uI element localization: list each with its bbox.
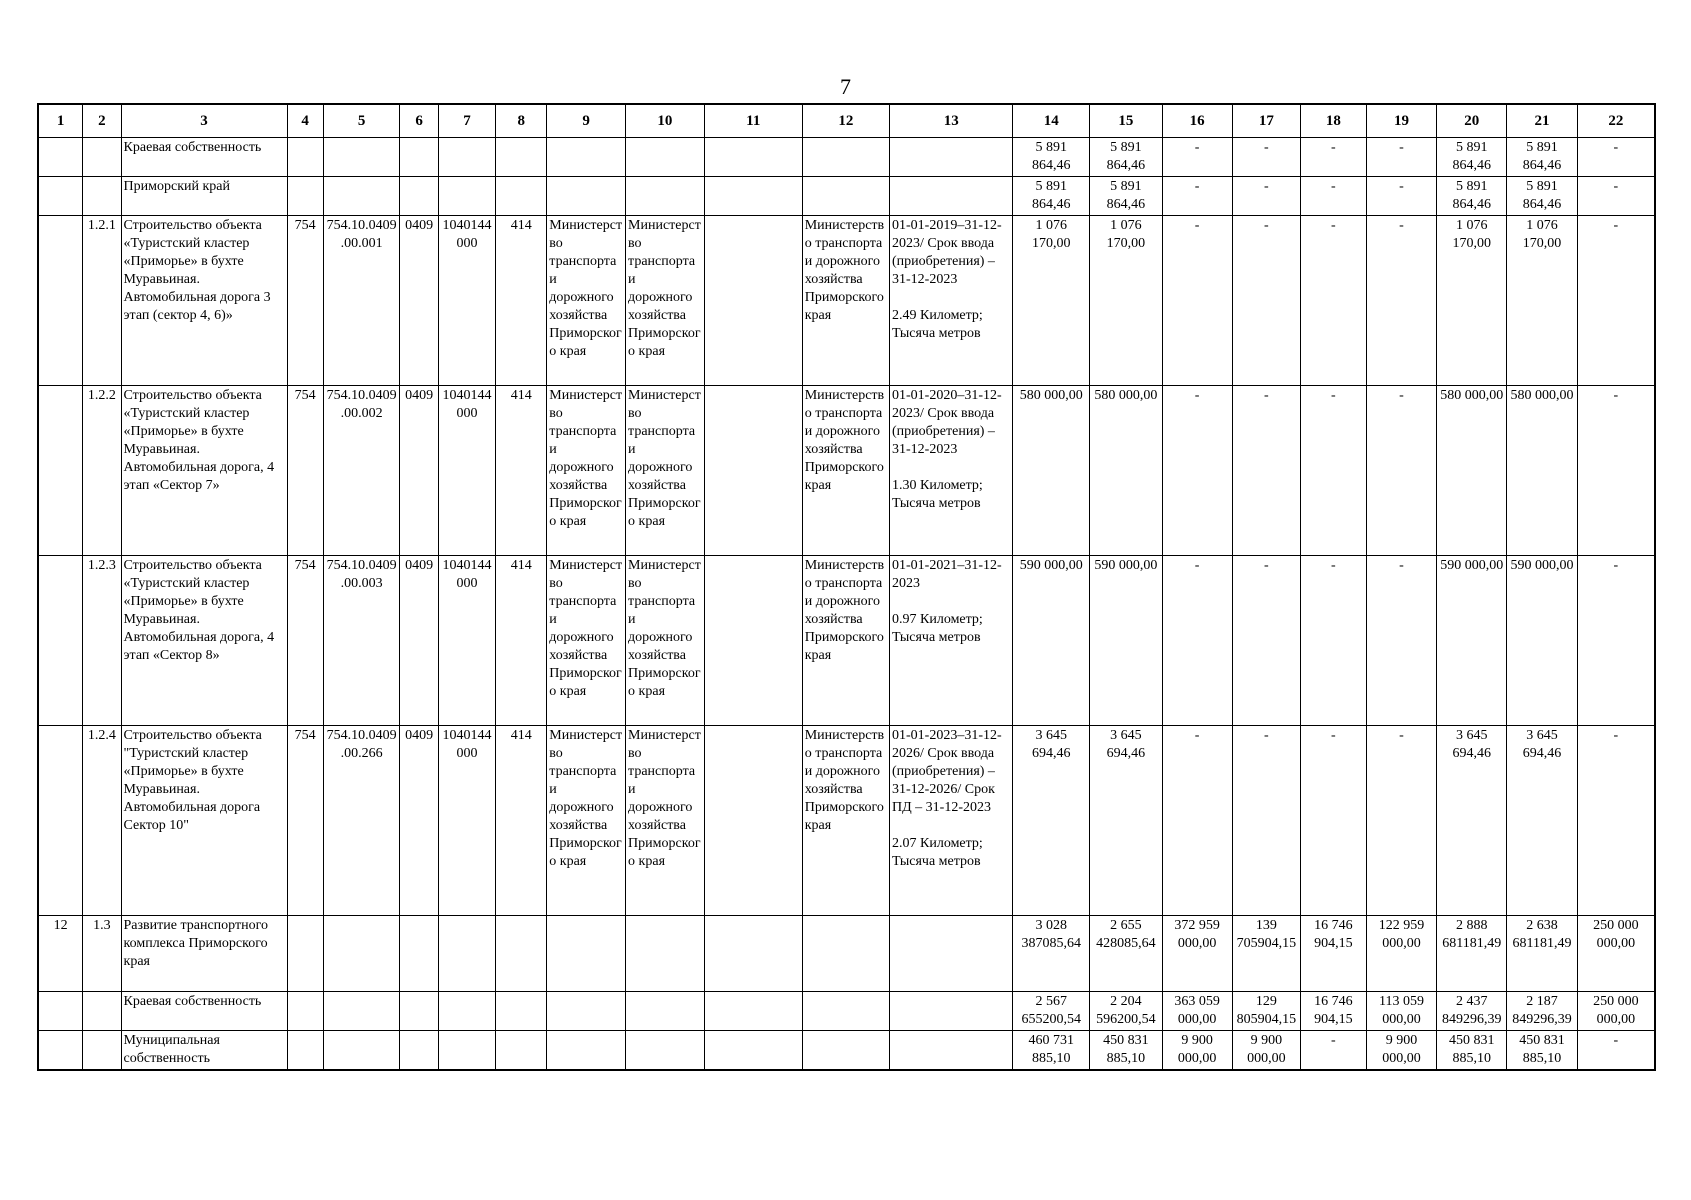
cell-amount: 590 000,00 [1090,556,1162,726]
cell: 414 [496,556,547,726]
cell-name: Строительство объекта «Туристский кластер «Приморье» в бухте Муравьиная. Автомобильная дорога, 4 этап «Сектор 8» [121,556,287,726]
cell [704,138,802,177]
cell [890,916,1013,992]
cell: 754.10.0409.00.002 [323,386,400,556]
cell [802,177,889,216]
cell-amount: 16 746 904,15 [1300,916,1366,992]
cell [890,992,1013,1031]
col-header: 14 [1013,104,1090,138]
cell [547,138,626,177]
cell [890,1031,1013,1071]
cell [626,916,705,992]
cell-amount: - [1232,216,1300,386]
cell: 754.10.0409.00.001 [323,216,400,386]
cell-num [38,216,83,386]
cell [400,916,438,992]
budget-table [37,103,1656,1071]
cell [323,177,400,216]
cell-amount: 1 076 170,00 [1507,216,1577,386]
cell [890,177,1013,216]
cell: 754 [287,216,323,386]
cell-amount: 580 000,00 [1437,386,1507,556]
cell [438,138,495,177]
cell-amount: 139 705904,15 [1232,916,1300,992]
cell [400,177,438,216]
capacity-text: 1.30 Километр; Тысяча метров [892,478,983,511]
cell-amount: 250 000 000,00 [1577,992,1655,1031]
table-row [38,177,1655,216]
cell-amount: 2 187 849296,39 [1507,992,1577,1031]
cell: 1040144000 [438,386,495,556]
cell [496,1031,547,1071]
cell-amount: 590 000,00 [1437,556,1507,726]
cell-amount: 9 900 000,00 [1366,1031,1436,1071]
col-header: 9 [547,104,626,138]
cell [323,992,400,1031]
cell-amount: - [1366,216,1436,386]
col-header: 2 [83,104,121,138]
cell-amount: - [1232,386,1300,556]
col-header: 22 [1577,104,1655,138]
cell-org: Министерство транспорта и дорожного хозяйства Приморского края [626,556,705,726]
cell: 414 [496,386,547,556]
cell [438,1031,495,1071]
cell-amount: - [1577,216,1655,386]
cell [496,177,547,216]
cell: 414 [496,726,547,916]
col-header: 12 [802,104,889,138]
col-header: 6 [400,104,438,138]
period-text: 01-01-2019–31-12-2023/ Срок ввода (приобретения) – 31-12-2023 [892,218,1002,287]
page-number: 7 [840,74,851,99]
cell [704,1031,802,1071]
cell [287,1031,323,1071]
cell [496,138,547,177]
cell-code: 1.2.2 [83,386,121,556]
cell: 754.10.0409.00.003 [323,556,400,726]
cell-org: Министерство транспорта и дорожного хозяйства Приморского края [802,216,889,386]
cell-amount: - [1366,386,1436,556]
cell-amount: - [1232,177,1300,216]
cell [400,138,438,177]
cell: 754 [287,556,323,726]
cell-name: Развитие транспортного комплекса Приморского края [121,916,287,992]
cell-amount: 5 891 864,46 [1507,138,1577,177]
cell-amount: - [1162,138,1232,177]
cell-amount: - [1162,556,1232,726]
cell-amount: - [1232,556,1300,726]
period-text: 01-01-2021–31-12-2023 [892,558,1002,591]
cell [547,992,626,1031]
cell [287,177,323,216]
cell-amount: 2 204 596200,54 [1090,992,1162,1031]
cell: 0409 [400,556,438,726]
cell-amount: - [1162,177,1232,216]
cell-num [38,138,83,177]
cell-org: Министерство транспорта и дорожного хозяйства Приморского края [547,726,626,916]
cell-amount: 580 000,00 [1013,386,1090,556]
col-header: 10 [626,104,705,138]
col-header: 1 [38,104,83,138]
cell [323,138,400,177]
table-row [38,916,1655,992]
cell-amount: - [1366,726,1436,916]
cell-code: 1.2.4 [83,726,121,916]
col-header: 7 [438,104,495,138]
cell [438,177,495,216]
table-row [38,726,1655,916]
cell-amount: - [1300,556,1366,726]
cell [400,1031,438,1071]
cell-num [38,992,83,1031]
cell-amount: 3 645 694,46 [1437,726,1507,916]
cell [802,138,889,177]
cell-amount: 5 891 864,46 [1013,177,1090,216]
cell-amount: 2 567 655200,54 [1013,992,1090,1031]
cell-amount: - [1300,177,1366,216]
col-header: 11 [704,104,802,138]
spacer [892,593,1010,611]
cell-amount: 450 831 885,10 [1437,1031,1507,1071]
cell-amount: 5 891 864,46 [1090,138,1162,177]
cell [704,216,802,386]
cell-amount: 5 891 864,46 [1437,177,1507,216]
cell [287,916,323,992]
cell-amount: 129 805904,15 [1232,992,1300,1031]
cell [438,916,495,992]
cell-amount: 1 076 170,00 [1437,216,1507,386]
period-text: 01-01-2020–31-12-2023/ Срок ввода (приобретения) – 31-12-2023 [892,388,1002,457]
cell [287,138,323,177]
cell [890,138,1013,177]
cell-amount: - [1366,138,1436,177]
cell-amount: - [1162,216,1232,386]
cell-num [38,556,83,726]
cell-code [83,992,121,1031]
col-header: 18 [1300,104,1366,138]
cell-amount: 122 959 000,00 [1366,916,1436,992]
cell-amount: - [1366,556,1436,726]
table-row [38,556,1655,726]
cell-org: Министерство транспорта и дорожного хозяйства Приморского края [547,556,626,726]
cell [704,916,802,992]
cell-amount: - [1577,386,1655,556]
cell [802,916,889,992]
cell-amount: 5 891 864,46 [1507,177,1577,216]
cell-num [38,177,83,216]
cell [704,726,802,916]
cell-amount: 3 645 694,46 [1507,726,1577,916]
cell-org: Министерство транспорта и дорожного хозяйства Приморского края [547,216,626,386]
cell-amount: 2 638 681181,49 [1507,916,1577,992]
cell-code: 1.2.3 [83,556,121,726]
cell: 0409 [400,216,438,386]
cell-name: Муниципальная собственность [121,1031,287,1071]
cell [626,1031,705,1071]
cell: 1040144000 [438,726,495,916]
cell: 754 [287,726,323,916]
cell [626,992,705,1031]
cell-amount: 590 000,00 [1013,556,1090,726]
capacity-text: 2.49 Километр; Тысяча метров [892,308,983,341]
cell-num [38,726,83,916]
cell [704,386,802,556]
cell-period [890,216,1013,386]
cell-amount: 363 059 000,00 [1162,992,1232,1031]
cell-amount: 1 076 170,00 [1090,216,1162,386]
cell [802,1031,889,1071]
table-row [38,386,1655,556]
spacer [892,289,1010,307]
cell-period [890,386,1013,556]
cell-amount: - [1300,386,1366,556]
cell-name: Строительство объекта «Туристский кластер «Приморье» в бухте Муравьиная. Автомобильная дорога 3 этап (сектор 4, 6)» [121,216,287,386]
cell-num: 12 [38,916,83,992]
cell-name: Строительство объекта "Туристский кластер «Приморье» в бухте Муравьиная. Автомобильная дорога Сектор 10" [121,726,287,916]
cell-amount: - [1577,177,1655,216]
spacer [892,817,1010,835]
period-text: 01-01-2023–31-12-2026/ Срок ввода (приобретения) – 31-12-2026/ Срок ПД – 31-12-2023 [892,728,1002,815]
cell [704,556,802,726]
col-header: 17 [1232,104,1300,138]
cell-amount: 3 028 387085,64 [1013,916,1090,992]
cell [547,177,626,216]
cell-amount: 16 746 904,15 [1300,992,1366,1031]
cell-code [83,138,121,177]
col-header: 5 [323,104,400,138]
cell: 754.10.0409.00.266 [323,726,400,916]
cell [704,992,802,1031]
col-header: 20 [1437,104,1507,138]
capacity-text: 2.07 Километр; Тысяча метров [892,836,983,869]
cell [704,177,802,216]
col-header: 13 [890,104,1013,138]
cell-amount: 580 000,00 [1507,386,1577,556]
cell-num [38,386,83,556]
table-row [38,138,1655,177]
cell-amount: 3 645 694,46 [1013,726,1090,916]
cell-amount: - [1577,556,1655,726]
cell-org: Министерство транспорта и дорожного хозяйства Приморского края [802,726,889,916]
cell [400,992,438,1031]
cell-code: 1.2.1 [83,216,121,386]
cell-amount: 450 831 885,10 [1507,1031,1577,1071]
cell-amount: - [1300,726,1366,916]
table-row [38,216,1655,386]
cell [496,992,547,1031]
cell-amount: 3 645 694,46 [1090,726,1162,916]
cell-amount: 372 959 000,00 [1162,916,1232,992]
cell-amount: - [1162,386,1232,556]
cell [287,992,323,1031]
spacer [892,459,1010,477]
cell: 754 [287,386,323,556]
col-header: 19 [1366,104,1436,138]
cell-amount: - [1300,216,1366,386]
cell-name: Строительство объекта «Туристский кластер «Приморье» в бухте Муравьиная. Автомобильная дорога, 4 этап «Сектор 7» [121,386,287,556]
cell-amount: 1 076 170,00 [1013,216,1090,386]
cell-amount: 250 000 000,00 [1577,916,1655,992]
cell-amount: - [1300,1031,1366,1071]
cell-amount: 9 900 000,00 [1232,1031,1300,1071]
cell-code: 1.3 [83,916,121,992]
cell-amount: - [1162,726,1232,916]
col-header: 21 [1507,104,1577,138]
cell-amount: 113 059 000,00 [1366,992,1436,1031]
cell: 1040144000 [438,216,495,386]
capacity-text: 0.97 Километр; Тысяча метров [892,612,983,645]
cell-name: Краевая собственность [121,992,287,1031]
cell-amount: - [1577,1031,1655,1071]
cell-amount: - [1366,177,1436,216]
cell-amount: 590 000,00 [1507,556,1577,726]
cell-org: Министерство транспорта и дорожного хозяйства Приморского края [802,386,889,556]
cell-period [890,726,1013,916]
cell: 0409 [400,386,438,556]
cell-amount: - [1300,138,1366,177]
table-row [38,1031,1655,1071]
cell-num [38,1031,83,1071]
cell-amount: - [1232,726,1300,916]
cell-amount: 450 831 885,10 [1090,1031,1162,1071]
cell-amount: 5 891 864,46 [1013,138,1090,177]
cell-name: Приморский край [121,177,287,216]
col-header: 4 [287,104,323,138]
cell-amount: 2 888 681181,49 [1437,916,1507,992]
col-header: 16 [1162,104,1232,138]
cell-amount: 580 000,00 [1090,386,1162,556]
cell: 0409 [400,726,438,916]
cell [323,1031,400,1071]
cell [626,138,705,177]
col-header: 3 [121,104,287,138]
cell [626,177,705,216]
col-header: 15 [1090,104,1162,138]
cell-period [890,556,1013,726]
cell-org: Министерство транспорта и дорожного хозяйства Приморского края [626,726,705,916]
cell-amount: 2 437 849296,39 [1437,992,1507,1031]
cell [438,992,495,1031]
cell-amount: 5 891 864,46 [1090,177,1162,216]
col-header: 8 [496,104,547,138]
cell [496,916,547,992]
cell-code [83,177,121,216]
cell-amount: 5 891 864,46 [1437,138,1507,177]
cell-org: Министерство транспорта и дорожного хозяйства Приморского края [802,556,889,726]
cell [323,916,400,992]
header-row [38,104,1655,138]
cell-amount: - [1577,726,1655,916]
cell-org: Министерство транспорта и дорожного хозяйства Приморского края [547,386,626,556]
cell-org: Министерство транспорта и дорожного хозяйства Приморского края [626,386,705,556]
cell [802,992,889,1031]
table-row [38,992,1655,1031]
cell-org: Министерство транспорта и дорожного хозяйства Приморского края [626,216,705,386]
cell-name: Краевая собственность [121,138,287,177]
cell-code [83,1031,121,1071]
cell: 1040144000 [438,556,495,726]
cell-amount: - [1577,138,1655,177]
cell: 414 [496,216,547,386]
cell-amount: - [1232,138,1300,177]
cell [547,1031,626,1071]
cell-amount: 2 655 428085,64 [1090,916,1162,992]
cell [547,916,626,992]
cell-amount: 460 731 885,10 [1013,1031,1090,1071]
cell-amount: 9 900 000,00 [1162,1031,1232,1071]
